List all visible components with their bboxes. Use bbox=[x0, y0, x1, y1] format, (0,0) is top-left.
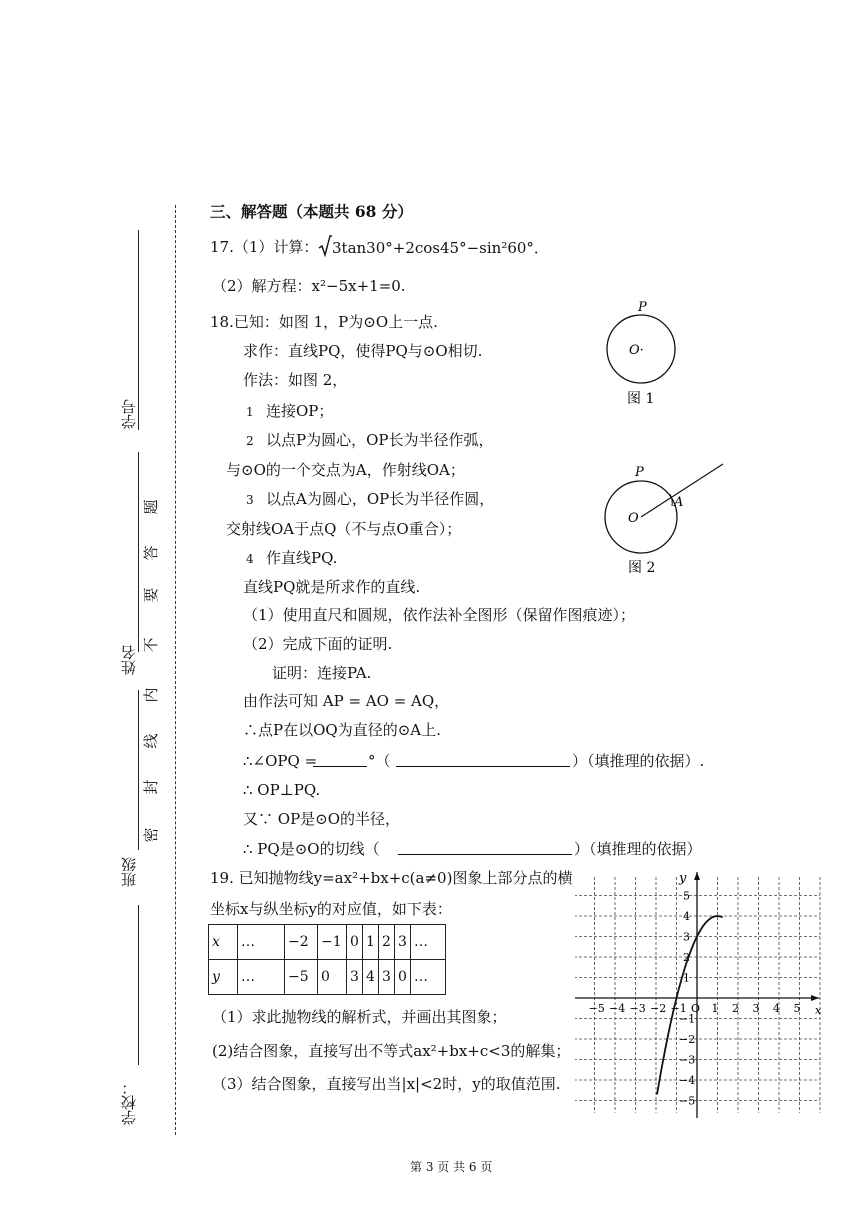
x-tick-label: −3 bbox=[629, 1002, 646, 1015]
q19-task3: （3）结合图象，直接写出当|x|<2时，y的取值范围. bbox=[212, 1075, 561, 1093]
step-number: 3 bbox=[246, 493, 254, 507]
section-title: 三、解答题（本题共 68 分） bbox=[210, 202, 413, 221]
reason-answer-blank-2[interactable] bbox=[398, 840, 572, 855]
table-cell: 1 bbox=[363, 925, 379, 960]
table-cell: 0 bbox=[318, 960, 347, 995]
school-underline bbox=[138, 905, 139, 1065]
x-tick-label: −5 bbox=[588, 1002, 605, 1015]
seal-char: 要 bbox=[142, 587, 160, 603]
school-label: 学校： bbox=[120, 1080, 138, 1126]
page-footer: 第 3 页 共 6 页 bbox=[410, 1160, 493, 1174]
binding-line bbox=[175, 205, 176, 1135]
table-cell: −2 bbox=[285, 925, 318, 960]
figure-2 bbox=[598, 460, 728, 580]
seal-char: 封 bbox=[142, 779, 160, 795]
q18-conclusion: 直线PQ就是所求作的直线. bbox=[243, 578, 421, 596]
y-axis-arrow bbox=[694, 872, 700, 880]
x-tick-label: O bbox=[691, 1002, 701, 1015]
x-tick-label: −2 bbox=[650, 1002, 667, 1015]
x-axis-arrow bbox=[811, 995, 819, 1001]
label-o: O bbox=[628, 511, 639, 526]
table-cell: … bbox=[411, 960, 446, 995]
step-number: 4 bbox=[246, 552, 254, 566]
table-cell: 3 bbox=[395, 925, 411, 960]
coordinate-grid bbox=[575, 868, 825, 1120]
figure-1 bbox=[600, 295, 690, 415]
q19-task2: (2)结合图象，直接写出不等式ax²+bx+c<3的解集； bbox=[212, 1042, 571, 1060]
table-cell: 3 bbox=[379, 960, 395, 995]
table-cell: −1 bbox=[318, 925, 347, 960]
y-tick-label: 3 bbox=[683, 930, 690, 944]
proof-line-degree: °（ bbox=[368, 752, 391, 770]
x-tick-label: −4 bbox=[609, 1002, 626, 1015]
seal-char: 线 bbox=[142, 733, 160, 749]
q18-construct: 求作：直线PQ，使得PQ与⊙O相切. bbox=[243, 342, 483, 360]
y-tick-label: −5 bbox=[679, 1094, 696, 1108]
q19-task1: （1）求此抛物线的解析式，并画出其图象； bbox=[212, 1008, 507, 1026]
proof-line: ∴ OP⊥PQ. bbox=[243, 781, 321, 799]
q19-stem: 19. 已知抛物线y=ax²+bx+c(a≠0)图象上部分点的横 bbox=[210, 869, 573, 887]
seal-char: 题 bbox=[142, 499, 160, 515]
table-cell: 4 bbox=[363, 960, 379, 995]
proof-line-hint: ）（填推理的依据）. bbox=[572, 752, 705, 770]
table-cell: 2 bbox=[379, 925, 395, 960]
q19-stem-continued: 坐标x与纵坐标y的对应值，如下表： bbox=[210, 900, 452, 918]
proof-line-hint: ）（填推理的依据） bbox=[574, 840, 702, 858]
table-cell: 0 bbox=[347, 925, 363, 960]
proof-line: 证明：连接PA. bbox=[272, 664, 372, 682]
proof-line: 由作法可知 AP = AO = AQ， bbox=[243, 692, 450, 710]
q18-step3: 以点A为圆心，OP长为半径作圆， bbox=[266, 490, 495, 508]
y-tick-label: 4 bbox=[683, 910, 690, 923]
class-underline bbox=[138, 690, 139, 850]
q18-given: 18.已知：如图 1，P为⊙O上一点. bbox=[210, 313, 438, 331]
table-cell: … bbox=[238, 925, 285, 960]
x-tick-label: 1 bbox=[711, 1002, 719, 1015]
q18-method: 作法：如图 2， bbox=[243, 371, 348, 389]
q18-task2: （2）完成下面的证明. bbox=[243, 635, 393, 653]
q18-step1: 连接OP； bbox=[266, 402, 334, 420]
y-tick-label: 1 bbox=[683, 971, 690, 985]
y-tick-label: 2 bbox=[683, 951, 690, 964]
x-tick-label: 3 bbox=[752, 1002, 760, 1015]
seal-char: 密 bbox=[142, 827, 160, 843]
x-tick-label: 5 bbox=[793, 1002, 801, 1015]
q18-step3-continued: 交射线OA于点Q（不与点O重合）； bbox=[226, 520, 462, 538]
table-row bbox=[209, 960, 446, 995]
y-axis-label: y bbox=[679, 871, 687, 886]
y-tick-label: −2 bbox=[679, 1033, 696, 1046]
reason-answer-blank-1[interactable] bbox=[396, 752, 570, 767]
proof-line-angle: ∴∠OPQ = bbox=[243, 752, 318, 770]
sqrt-symbol bbox=[318, 235, 332, 261]
table-cell: 0 bbox=[395, 960, 411, 995]
label-a: A bbox=[674, 495, 684, 510]
x-axis-label: x bbox=[815, 1004, 822, 1017]
q17-part2: （2）解方程：x²−5x+1=0. bbox=[212, 277, 406, 295]
y-tick-label: 5 bbox=[683, 889, 690, 903]
label-p: P bbox=[635, 465, 644, 480]
figure-caption: 图 2 bbox=[628, 560, 656, 576]
q17-part1-prefix: 17.（1）计算： bbox=[210, 238, 319, 256]
angle-answer-blank[interactable] bbox=[313, 752, 367, 767]
table-cell: y bbox=[209, 960, 238, 995]
q17-part1-expression: 3tan30°+2cos45°−sin²60°． bbox=[332, 239, 549, 257]
x-tick-label: −1 bbox=[670, 1002, 687, 1015]
q18-step4: 作直线PQ. bbox=[266, 549, 338, 567]
name-underline bbox=[138, 452, 139, 652]
student-id-underline bbox=[138, 230, 139, 430]
step-number: 2 bbox=[246, 434, 254, 448]
table-cell: … bbox=[238, 960, 285, 995]
y-tick-label: −1 bbox=[679, 1012, 696, 1026]
proof-line-tangent: ∴ PQ是⊙O的切线（ bbox=[243, 840, 380, 858]
q18-step2-continued: 与⊙O的一个交点为A，作射线OA； bbox=[226, 461, 465, 479]
table-cell: −5 bbox=[285, 960, 318, 995]
label-p: P bbox=[638, 300, 647, 315]
y-tick-label: −4 bbox=[679, 1074, 696, 1087]
arc-mark bbox=[670, 494, 672, 506]
label-o: O· bbox=[629, 343, 644, 358]
y-tick-label: −3 bbox=[679, 1053, 696, 1067]
table-cell: x bbox=[209, 925, 238, 960]
xy-value-table bbox=[208, 924, 446, 995]
table-cell: … bbox=[411, 925, 446, 960]
x-tick-label: 4 bbox=[773, 1002, 780, 1015]
seal-char: 答 bbox=[142, 545, 160, 561]
proof-line: 又∵ OP是⊙O的半径， bbox=[243, 810, 401, 828]
table-row bbox=[209, 925, 446, 960]
name-label: 姓名 bbox=[120, 645, 138, 675]
seal-char: 内 bbox=[142, 687, 160, 703]
step-number: 1 bbox=[246, 405, 254, 419]
class-label: 班级 bbox=[120, 857, 138, 887]
proof-line: ∴点P在以OQ为直径的⊙A上. bbox=[243, 721, 441, 739]
seal-char: 不 bbox=[142, 637, 160, 653]
table-cell: 3 bbox=[347, 960, 363, 995]
figure-caption: 图 1 bbox=[627, 391, 655, 407]
student-id-label: 学号 bbox=[120, 399, 138, 429]
q18-step2: 以点P为圆心，OP长为半径作弧， bbox=[266, 431, 494, 449]
x-tick-label: 2 bbox=[732, 1002, 739, 1015]
q18-task1: （1）使用直尺和圆规，依作法补全图形（保留作图痕迹）； bbox=[243, 606, 636, 624]
